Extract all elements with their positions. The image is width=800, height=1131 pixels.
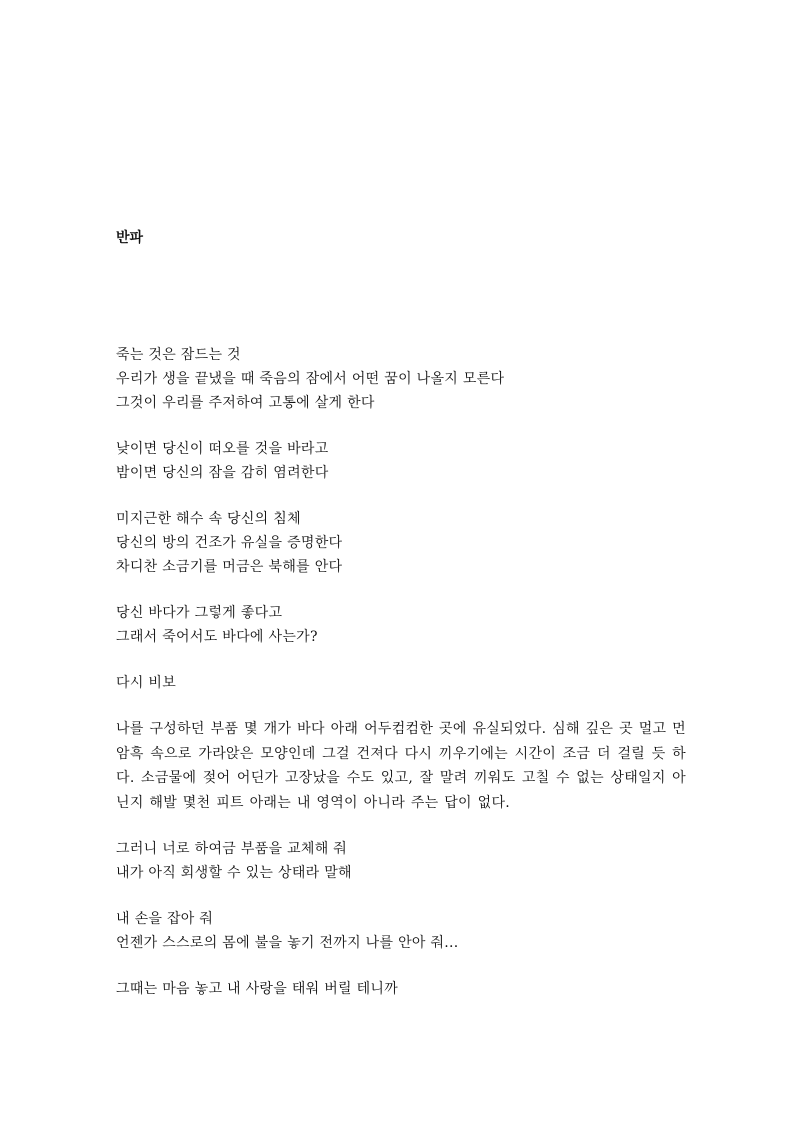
poem-line: 미지근한 해수 속 당신의 침체 xyxy=(116,511,301,527)
prose-paragraph: 나를 구성하던 부품 몇 개가 바다 아래 어두컴컴한 곳에 유실되었다. 심해 깊은 곳 멀고 먼 암흑 속으로 가라앉은 모양인데 그걸 건져다 다시 끼우기에는 시간이 조금 더 걸릴 듯 하다. 소금물에 젖어 어딘가 고장났을 수도 있고, 잘 말려 끼워도 고칠 수 없는 상태일지 아닌지 해발 몇천 피트 아래는 내 영역이 아니라 주는 답이 없다. xyxy=(116,721,686,811)
poem-line: 내가 아직 회생할 수 있는 상태라 말해 xyxy=(116,865,352,881)
poem-body xyxy=(116,343,686,1023)
poem-line: 그것이 우리를 주저하여 고통에 살게 한다 xyxy=(116,395,375,411)
poem-line: 밤이면 당신의 잠을 감히 염려한다 xyxy=(116,465,329,481)
poem-line: 차디찬 소금기를 머금은 북해를 안다 xyxy=(116,559,343,575)
poem-line: 그때는 마음 놓고 내 사랑을 태워 버릴 테니까 xyxy=(116,981,399,997)
poem-line: 다시 비보 xyxy=(116,675,177,691)
poem-line: 그래서 죽어서도 바다에 사는가? xyxy=(116,629,318,645)
stanza xyxy=(116,907,686,955)
poem-line: 언젠가 스스로의 몸에 불을 놓기 전까지 나를 안아 줘... xyxy=(116,935,459,951)
poem-line: 그러니 너로 하여금 부품을 교체해 줘 xyxy=(116,841,348,857)
poem-line: 우리가 생을 끝냈을 때 죽음의 잠에서 어떤 꿈이 나올지 모른다 xyxy=(116,371,505,387)
poem-line: 낮이면 당신이 떠오를 것을 바라고 xyxy=(116,441,329,457)
stanza xyxy=(116,837,686,885)
poem-line: 당신의 방의 건조가 유실을 증명한다 xyxy=(116,535,343,551)
stanza xyxy=(116,671,686,695)
poem-line: 죽는 것은 잠드는 것 xyxy=(116,347,241,363)
page-title: 반파 xyxy=(116,230,144,246)
stanza xyxy=(116,601,686,649)
poem-line: 내 손을 잡아 줘 xyxy=(116,911,214,927)
stanza xyxy=(116,977,686,1001)
stanza xyxy=(116,437,686,485)
poem-line: 당신 바다가 그렇게 좋다고 xyxy=(116,605,283,621)
stanza xyxy=(116,507,686,579)
stanza xyxy=(116,343,686,415)
